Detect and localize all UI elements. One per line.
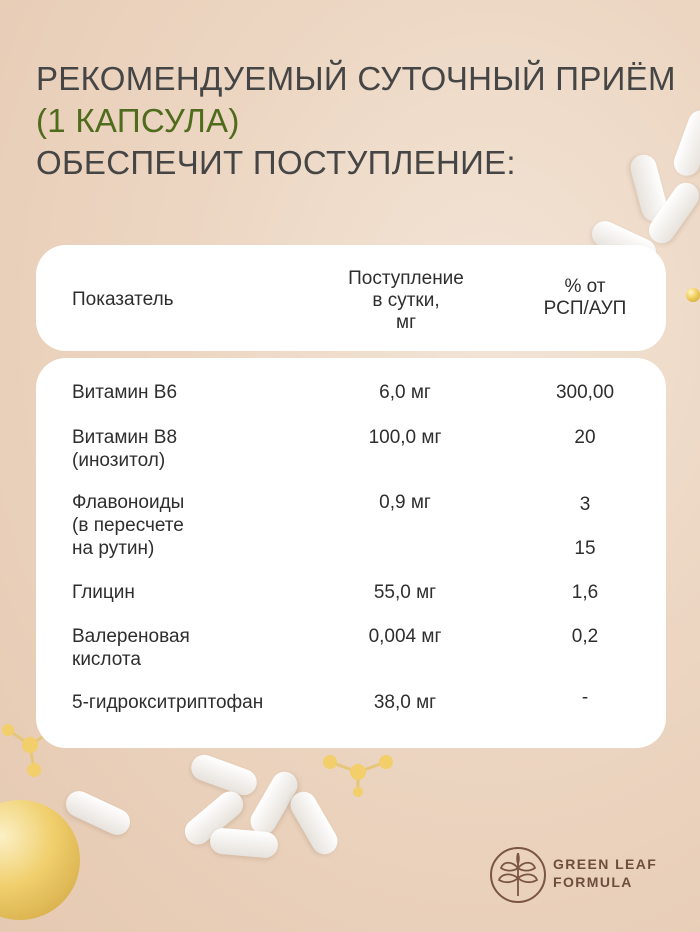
- row-3-percent: 3: [579, 494, 591, 515]
- row-2-percent: 20: [574, 427, 596, 448]
- oil-drop-decoration: [686, 288, 700, 302]
- row-4-name: [72, 581, 332, 604]
- molecule-decoration: [318, 748, 398, 798]
- row-3-name-line-3: на рутин): [72, 538, 155, 559]
- row-2-name: [72, 426, 332, 472]
- row-1-percent: 300,00: [555, 382, 615, 403]
- row-3-percent-extra: 15: [574, 538, 596, 559]
- row-4-amount: 55,0 мг: [373, 582, 437, 603]
- row-5-amount: 0,004 мг: [368, 626, 442, 647]
- row-5-name-line-1: Валереновая: [72, 626, 190, 647]
- row-3-name: [72, 491, 332, 560]
- header-intake-line-1: Поступление: [348, 268, 464, 289]
- oil-drop-decoration: [0, 800, 80, 920]
- row-6-name: [72, 691, 332, 714]
- headline-line-1: РЕКОМЕНДУЕМЫЙ СУТОЧНЫЙ ПРИЁМ: [36, 60, 676, 97]
- header-intake-line-2: в сутки,: [372, 290, 440, 311]
- row-1-name-line-1: Витамин В6: [72, 382, 178, 403]
- row-5-name: [72, 625, 332, 671]
- row-6-name-line-1: 5-гидрокситриптофан: [72, 692, 264, 713]
- brand-name: [553, 855, 657, 891]
- row-3-name-line-2: (в пересчете: [72, 515, 184, 536]
- brand-line-2: FORMULA: [553, 874, 633, 890]
- headline: [36, 58, 676, 184]
- row-2-name-line-1: Витамин В8: [72, 427, 178, 448]
- row-3-amount: 0,9 мг: [379, 492, 431, 513]
- brand-line-1: GREEN LEAF: [553, 856, 658, 872]
- row-1-name: [72, 381, 332, 404]
- row-4-name-line-1: Глицин: [72, 582, 135, 603]
- header-indicator: Показатель: [72, 289, 174, 310]
- leaf-logo-icon: [489, 846, 547, 904]
- capsule-decoration: [209, 827, 279, 859]
- header-percent-line-2: РСП/АУП: [543, 298, 627, 319]
- row-2-name-line-2: (инозитол): [72, 450, 166, 471]
- header-percent-line-1: % от: [564, 276, 606, 297]
- row-5-name-line-2: кислота: [72, 649, 141, 670]
- row-2-amount: 100,0 мг: [368, 427, 442, 448]
- row-4-percent: 1,6: [571, 582, 599, 603]
- header-intake: [326, 268, 486, 334]
- header-percent: [520, 276, 650, 320]
- headline-line-3: ОБЕСПЕЧИТ ПОСТУПЛЕНИЕ:: [36, 144, 516, 181]
- header-intake-line-3: мг: [396, 312, 416, 333]
- headline-line-2: (1 КАПСУЛА): [36, 102, 240, 139]
- row-1-amount: 6,0 мг: [379, 382, 431, 403]
- row-6-percent: -: [581, 687, 589, 708]
- row-3-name-line-1: Флавоноиды: [72, 492, 185, 513]
- row-6-amount: 38,0 мг: [373, 692, 437, 713]
- row-5-percent: 0,2: [571, 626, 599, 647]
